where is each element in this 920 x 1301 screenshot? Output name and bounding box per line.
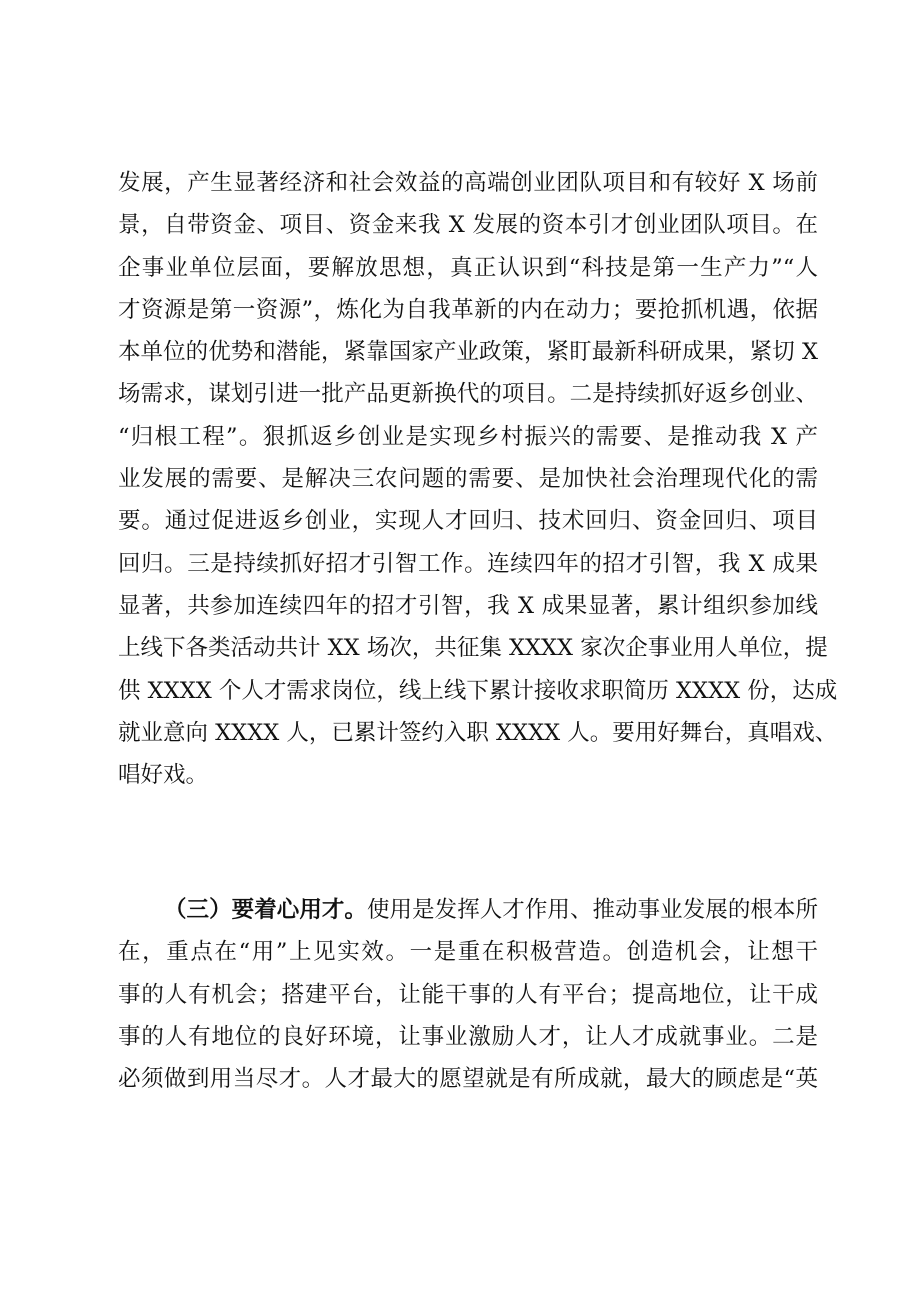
text-line: 事的人有地位的良好环境，让事业激励人才，让人才成就事业。二是 (118, 1023, 818, 1050)
paragraph-first-line (118, 889, 818, 931)
text-line: 业发展的需要、是解决三农问题的需要、是加快社会治理现代化的需 (118, 466, 818, 493)
text-line: 景，自带资金、项目、资金来我 X 发展的资本引才创业团队项目。在 (118, 212, 818, 239)
text-line: “归根工程”。狠抓返乡创业是实现乡村振兴的需要、是推动我 X 产 (118, 423, 818, 450)
text-line: 上线下各类活动共计 XX 场次，共征集 XXXX 家次企事业用人单位，提 (118, 635, 828, 662)
paragraph-use-talent (118, 889, 818, 1100)
section-heading: （三）要着心用才。 (164, 897, 367, 923)
text-line: 企事业单位层面，要解放思想，真正认识到“科技是第一生产力”“人 (118, 254, 818, 281)
text-line: 在，重点在“用”上见实效。一是重在积极营造。创造机会，让想干 (118, 939, 818, 966)
text-line: 必须做到用当尽才。人才最大的愿望就是有所成就，最大的顾虑是“英 (118, 1066, 818, 1093)
text-line: 要。通过促进返乡创业，实现人才回归、技术回归、资金回归、项目 (118, 508, 818, 535)
paragraph-talent-projects (118, 162, 838, 796)
text-line: 本单位的优势和潜能，紧靠国家产业政策，紧盯最新科研成果，紧切 X (118, 339, 818, 366)
text-line: 事的人有机会；搭建平台，让能干事的人有平台；提高地位，让干成 (118, 981, 818, 1008)
text-line: 就业意向 XXXX 人，已累计签约入职 XXXX 人。要用好舞台，真唱戏、 (118, 719, 838, 746)
text-line: 发展，产生显著经济和社会效益的高端创业团队项目和有较好 X 场前 (118, 170, 818, 196)
text-line: 显著，共参加连续四年的招才引智，我 X 成果显著，累计组织参加线 (118, 592, 818, 619)
text-line: 回归。三是持续抓好招才引智工作。连续四年的招才引智，我 X 成果 (118, 550, 818, 577)
text-line: 才资源是第一资源”，炼化为自我革新的内在动力；要抢抓机遇，依据 (118, 296, 818, 323)
text-line: 唱好戏。 (118, 762, 209, 789)
text-line: 场需求，谋划引进一批产品更新换代的项目。二是持续抓好返乡创业、 (118, 381, 818, 408)
text-line: 供 XXXX 个人才需求岗位，线上线下累计接收求职简历 XXXX 份，达成 (118, 677, 838, 704)
text-run: 使用是发挥人才作用、推动事业发展的根本所 (366, 897, 818, 923)
